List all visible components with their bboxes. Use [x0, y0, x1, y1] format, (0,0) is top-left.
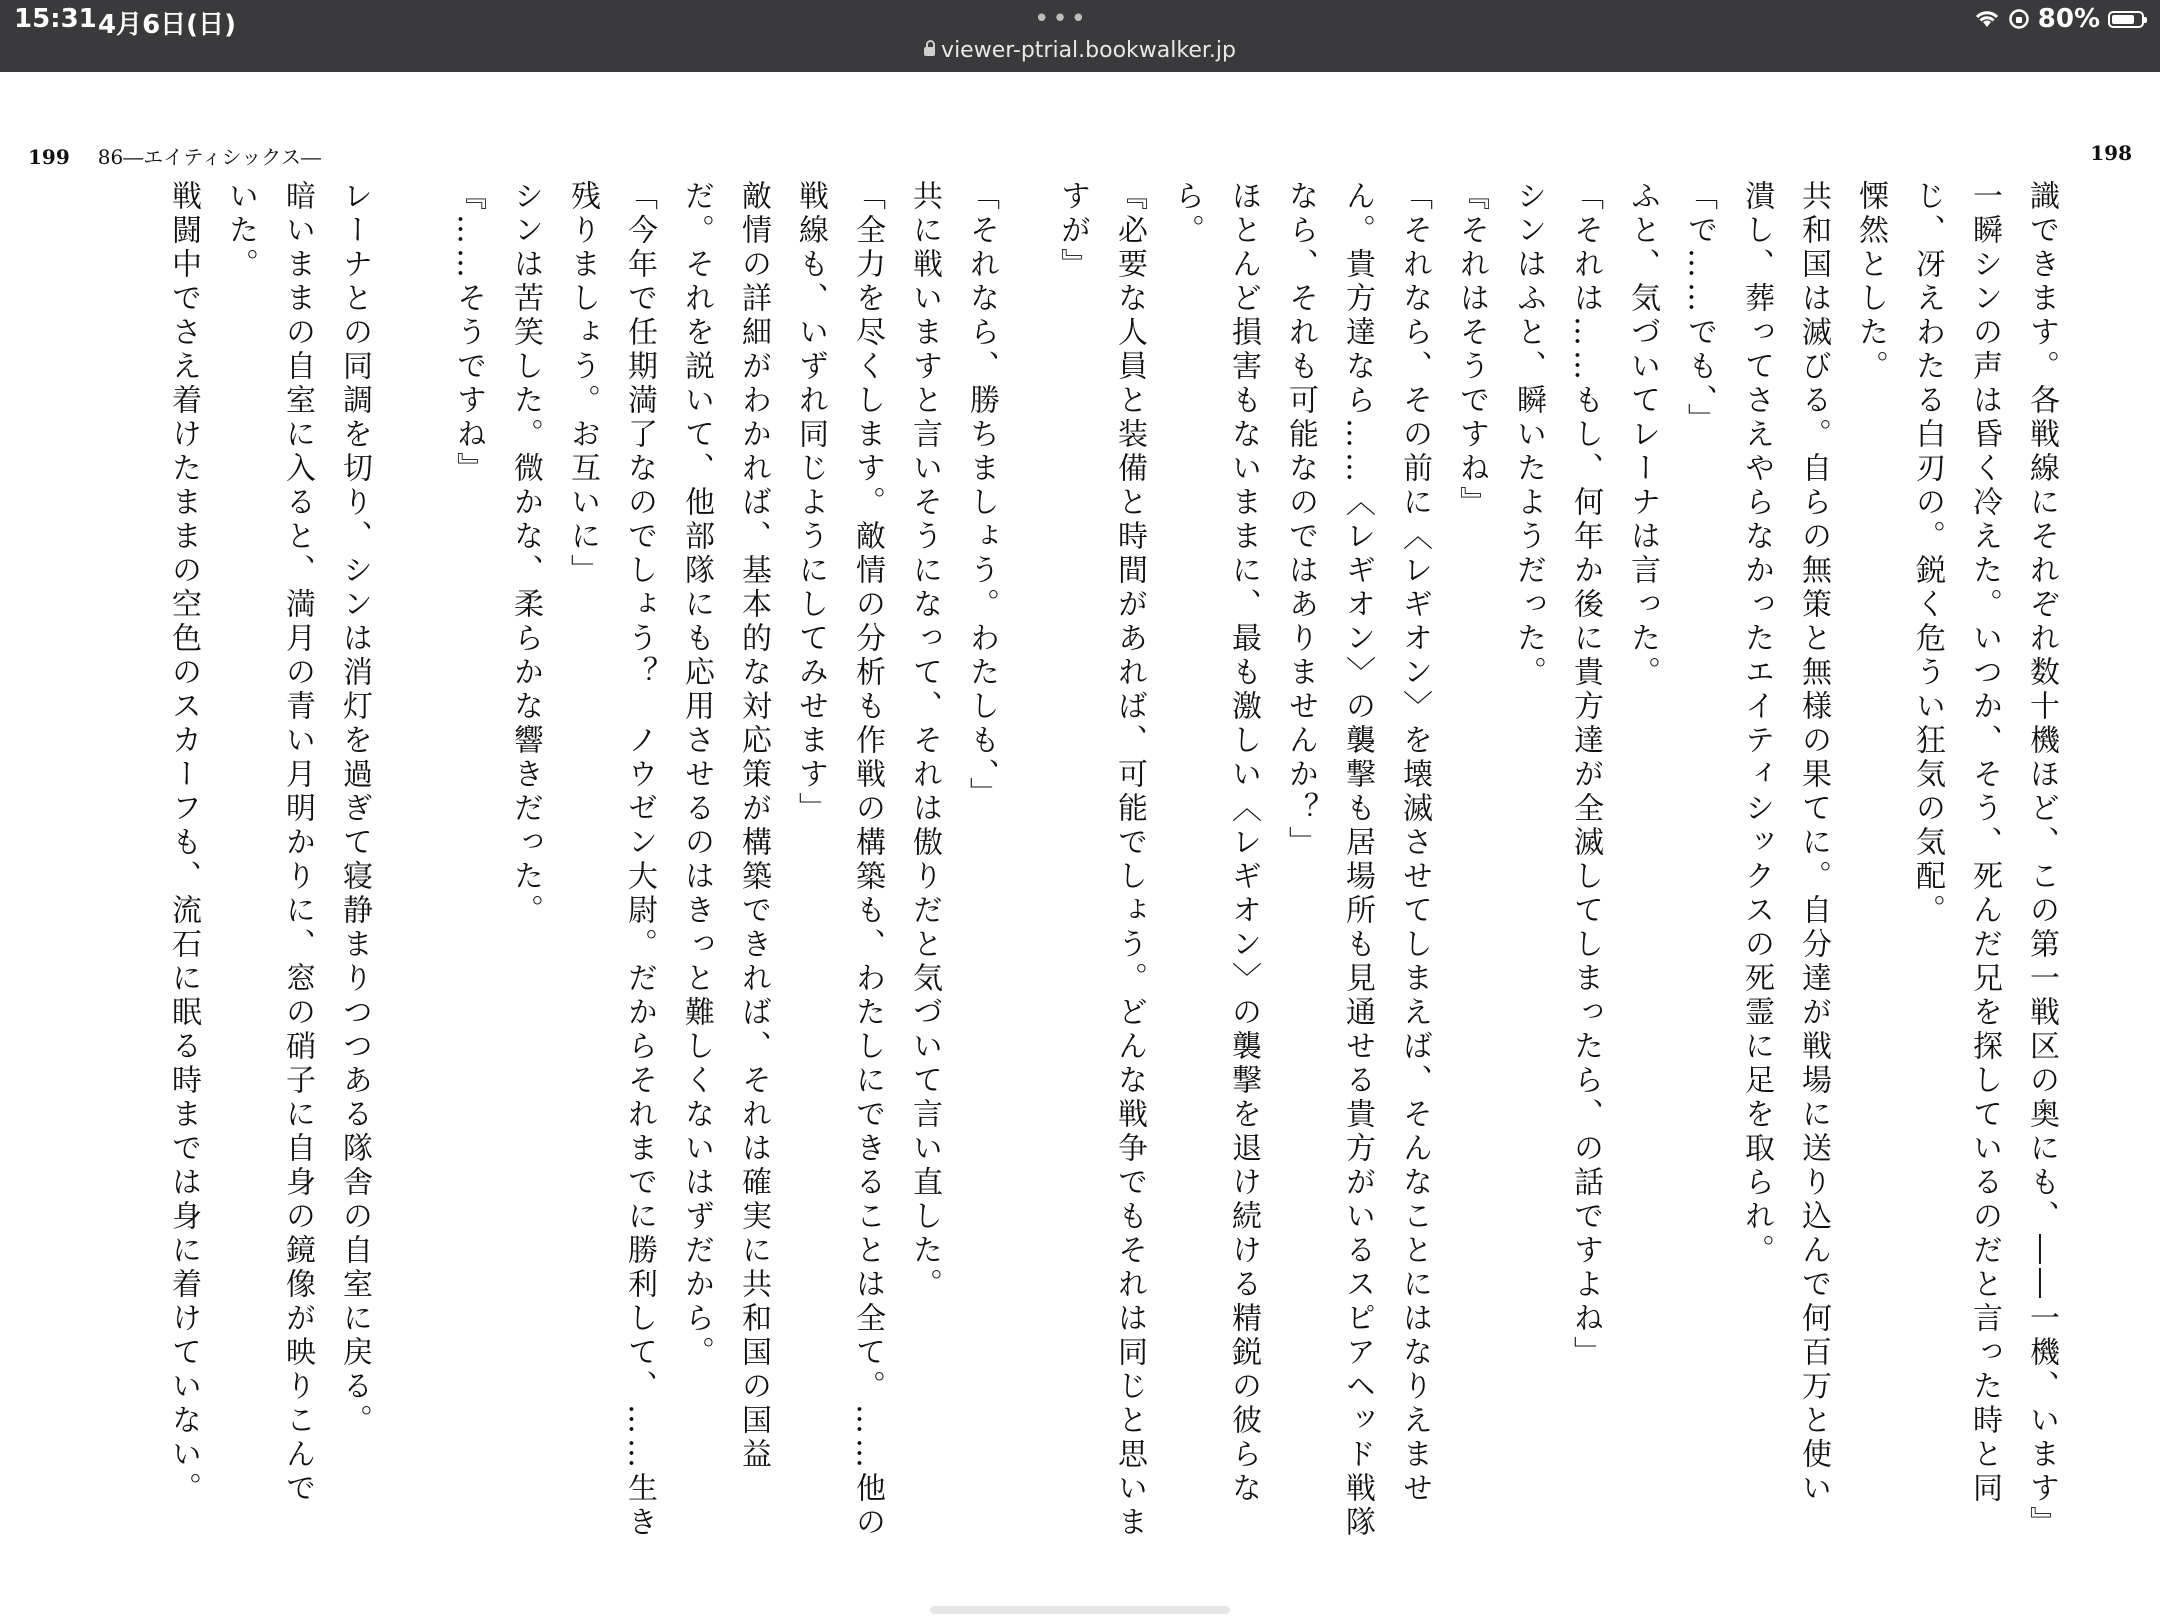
battery-icon: [2108, 11, 2144, 28]
left-page-text: [60, 180, 1010, 1540]
left-page-number: 199: [28, 145, 70, 169]
text-line: 『それはそうですね』: [1454, 180, 1489, 520]
text-line: 「それなら、その前に〈レギオン〉を壊滅させてしまえば、そんなことにはなりえませ: [1397, 180, 1432, 1506]
text-line: 戦闘中でさえ着けたままの空色のスカーフも、流石に眠る時までは身に着けていない。: [166, 180, 201, 1506]
right-page-text: [1055, 180, 2070, 1540]
orientation-lock-icon: [2008, 8, 2030, 30]
wifi-icon: [1974, 9, 2000, 29]
text-line: 敵情の詳細がわかれば、基本的な対応策が構築できれば、それは確実に共和国の国益: [736, 180, 771, 1472]
right-page-number: 198: [2090, 141, 2132, 165]
text-line: じ、冴えわたる白刃の。鋭く危うい狂気の気配。: [1910, 180, 1945, 928]
text-line: 戦線も、いずれ同じようにしてみせます」: [793, 180, 828, 826]
text-line: 一瞬シンの声は昏く冷えた。いつか、そう、死んだ兄を探しているのだと言った時と同: [1967, 180, 2002, 1506]
text-line: レーナとの同調を切り、シンは消灯を過ぎて寝静まりつつある隊舎の自室に戻る。: [337, 180, 372, 1438]
text-line: 「今年で任期満了なのでしょう？ ノウゼン大尉。だからそれまでに勝利して、……生き: [622, 180, 657, 1540]
text-line: 暗いままの自室に入ると、満月の青い月明かりに、窓の硝子に自身の鏡像が映りこんで: [280, 180, 315, 1506]
status-right: [1974, 4, 2144, 34]
text-line: シンはふと、瞬いたようだった。: [1511, 180, 1546, 690]
text-line: 共和国は滅びる。自らの無策と無様の果てに。自分達が戦場に送り込んで何百万と使い: [1796, 180, 1831, 1506]
text-line: 「全力を尽くします。敵情の分析も作戦の構築も、わたしにできることは全て。……他の: [850, 180, 885, 1540]
text-line: ら。: [1169, 180, 1204, 248]
text-line: 残りましょう。お互いに」: [565, 180, 600, 588]
address-bar[interactable]: [0, 38, 2160, 63]
url-text: viewer-ptrial.bookwalker.jp: [941, 38, 1236, 63]
text-line: ほとんど損害もないままに、最も激しい〈レギオン〉の襲撃を退け続ける精鋭の彼らな: [1226, 180, 1261, 1506]
text-line: [383, 180, 440, 1540]
text-line: なら、それも可能なのではありませんか？」: [1283, 180, 1318, 860]
text-line: ん。貴方達なら……〈レギオン〉の襲撃も居場所も見通せる貴方がいるスピアヘッド戦隊: [1340, 180, 1375, 1540]
text-line: だ。それを説いて、他部隊にも応用させるのはきっと難しくないはずだから。: [679, 180, 714, 1370]
left-page-header: [28, 141, 321, 170]
text-line: 潰し、葬ってさえやらなかったエイティシックスの死霊に足を取られ。: [1739, 180, 1774, 1268]
text-line: ふと、気づいてレーナは言った。: [1625, 180, 1660, 690]
status-bar: [0, 0, 2160, 72]
status-time: 15:31: [14, 4, 97, 34]
text-line: 「で……でも、」: [1682, 180, 1717, 437]
text-line: 「それなら、勝ちましょう。わたしも、」: [964, 180, 999, 811]
text-line: 『必要な人員と装備と時間があれば、可能でしょう。どんな戦争でもそれは同じと思いま: [1112, 180, 1147, 1540]
text-line: シンは苦笑した。微かな、柔らかな響きだった。: [508, 180, 543, 928]
multitasking-dots-icon[interactable]: •••: [1034, 4, 1090, 34]
home-indicator[interactable]: [930, 1606, 1230, 1614]
text-line: 慄然とした。: [1853, 180, 1888, 384]
text-line: いた。: [223, 180, 258, 282]
text-line: 共に戦いますと言いそうになって、それは傲りだと気づいて言い直した。: [907, 180, 942, 1302]
text-line: 識できます。各戦線にそれぞれ数十機ほど、この第一戦区の奥にも、――一機、います』: [2024, 180, 2059, 1540]
text-line: 『……そうですね』: [451, 180, 486, 486]
book-title: 86―エイティシックス―: [97, 145, 321, 169]
status-date: 4月6日(日): [98, 10, 236, 40]
battery-percent: 80%: [2037, 4, 2100, 34]
right-page-header: [2090, 141, 2132, 165]
text-line: 「それは……もし、何年か後に貴方達が全滅してしまったら、の話ですよね」: [1568, 180, 1603, 1370]
text-line: すが』: [1055, 180, 1090, 282]
lock-icon: [924, 47, 935, 56]
